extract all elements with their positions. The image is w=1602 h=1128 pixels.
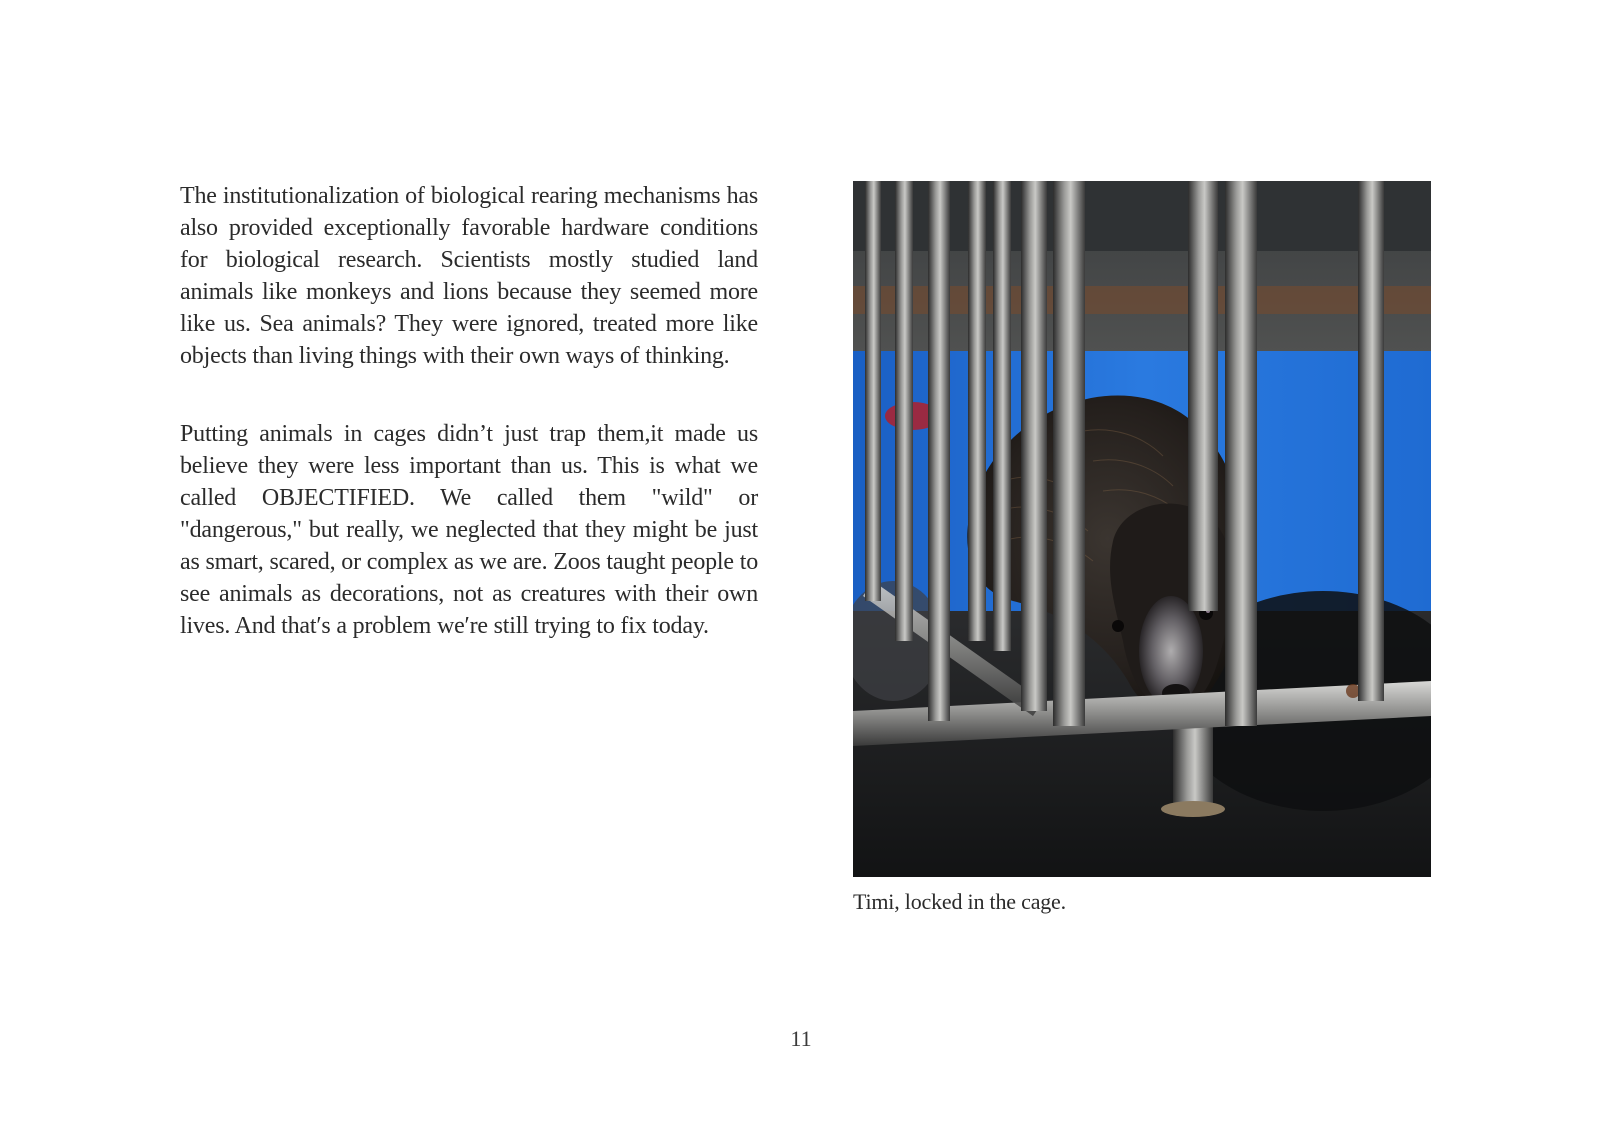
body-paragraph: The institutionalization of biological rearing mechanisms has also provided exceptionally favorable hardware conditions for biological research. Scientists mostly studied land animals like monkeys and lions because they seemed more like us. Sea animals? They were ignored, treated more like objects than living things with their own ways of thinking. xyxy=(180,183,758,369)
page-number: 11 xyxy=(790,1026,812,1051)
figure xyxy=(853,181,1431,915)
text-column xyxy=(180,180,758,642)
caged-seal-photo xyxy=(853,181,1431,877)
figure-caption: Timi, locked in the cage. xyxy=(853,889,1066,914)
body-paragraph: Putting animals in cages didn’t just trap them,it made us believe they were less important than us. This is what we called OBJECTIFIED. We called them "wild" or "dangerous," but really, we neglected that they might be just as smart, scared, or complex as we are. Zoos taught people to see animals as decorations, not as creatures with their own lives. And that′s a problem we′re still trying to fix today. xyxy=(180,421,758,639)
